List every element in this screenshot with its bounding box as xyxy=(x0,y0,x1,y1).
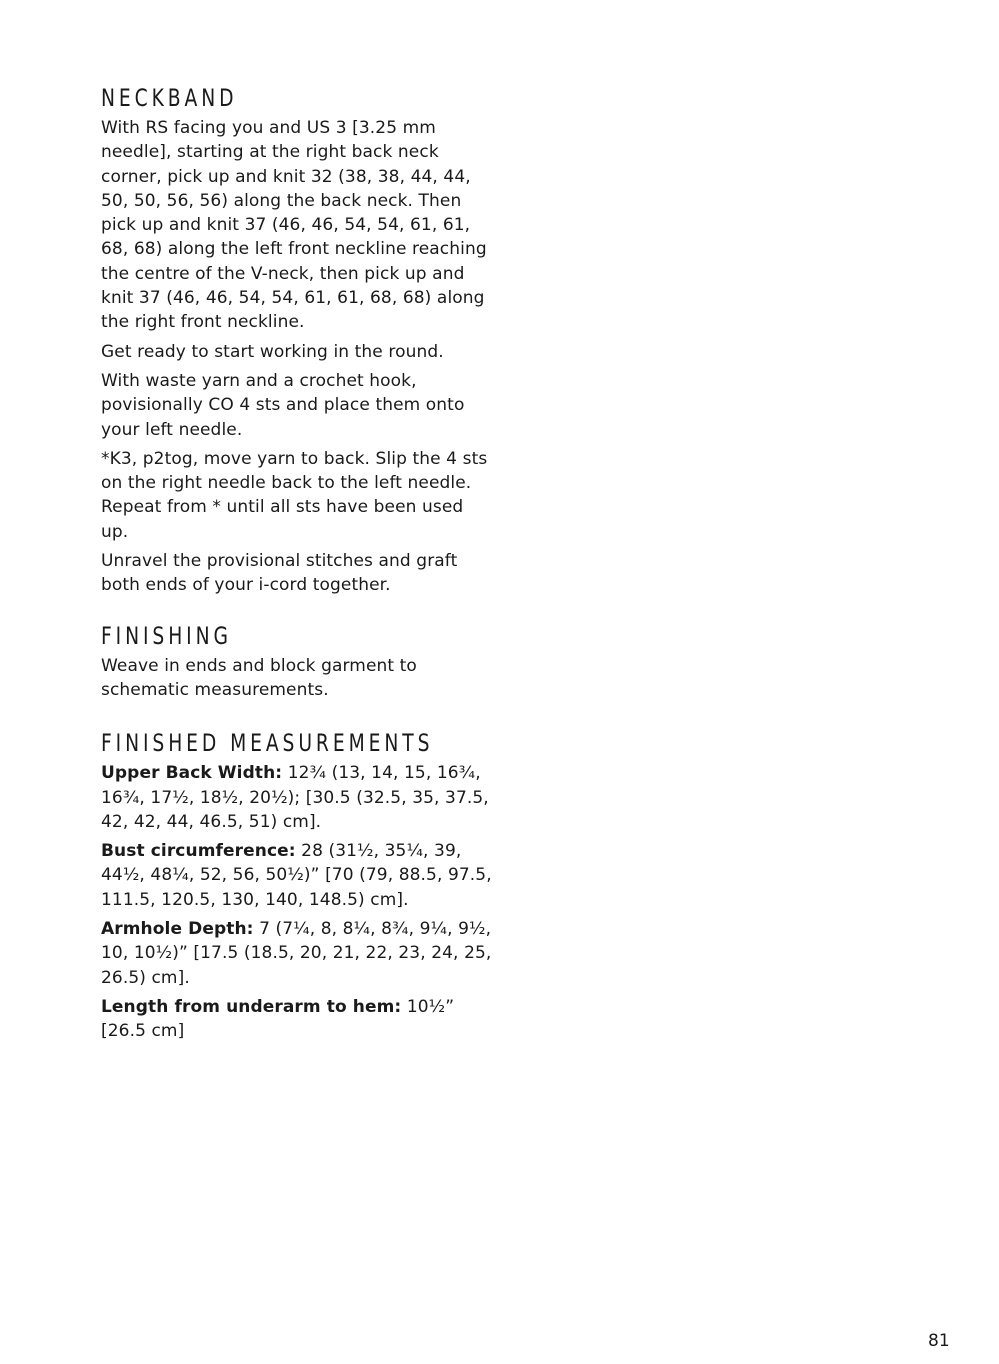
measurement-item xyxy=(101,761,496,834)
paragraph: Unravel the provisional stitches and graft both ends of your i-cord together. xyxy=(101,551,458,596)
measurement-item xyxy=(101,995,496,1044)
paragraph: With waste yarn and a crochet hook, povisionally CO 4 sts and place them onto your left needle. xyxy=(101,370,465,440)
section-finishing xyxy=(101,622,496,703)
content-column xyxy=(101,84,496,1049)
measurement-label: Armhole Depth: xyxy=(101,919,254,940)
measurement-value: 7 (7¼, 8, 8¼, 8¾, 9¼, 9½, 10, 10½)” [17.5 (18.5, 20, 21, 22, 23, 24, 25, 26.5) cm]. xyxy=(101,919,492,988)
section-heading-finished-measurements: FINISHED MEASUREMENTS xyxy=(101,729,434,758)
paragraph: *K3, p2tog, move yarn to back. Slip the 4 sts on the right needle back to the left needle. Repeat from * until all sts have been used up. xyxy=(101,448,488,542)
section-finished-measurements xyxy=(101,729,496,1043)
measurement-label: Length from underarm to hem: xyxy=(101,996,402,1017)
paragraph: Weave in ends and block garment to schematic measurements. xyxy=(101,655,417,700)
section-neckband xyxy=(101,84,496,598)
measurement-value: 28 (31½, 35¼, 39, 44½, 48¼, 52, 56, 50½)” [70 (79, 88.5, 97.5, 111.5, 120.5, 130, 140, 148.5) cm]. xyxy=(101,841,492,910)
measurement-label: Upper Back Width: xyxy=(101,763,283,784)
paragraph: With RS facing you and US 3 [3.25 mm needle], starting at the right back neck corner, pick up and knit 32 (38, 38, 44, 44, 50, 50, 56, 56) along the back neck. Then pick up and knit 37 (46, 46, 54, 54, 61, 61, 68, 68) along the left front neckline reaching the centre of the V-neck, then pick up and knit 37 (46, 46, 54, 54, 61, 61, 68, 68) along the right front neckline. xyxy=(101,118,487,333)
section-heading-finishing: FINISHING xyxy=(101,621,232,650)
measurement-value: 12¾ (13, 14, 15, 16¾, 16¾, 17½, 18½, 20½); [30.5 (32.5, 35, 37.5, 42, 42, 44, 46.5, 51) cm]. xyxy=(101,763,489,832)
page-number: 81 xyxy=(928,1331,950,1351)
measurement-label: Bust circumference: xyxy=(101,841,296,862)
measurement-item xyxy=(101,917,496,990)
measurement-item xyxy=(101,839,496,912)
measurement-value: 10½” [26.5 cm] xyxy=(101,996,455,1042)
section-heading-neckband: NECKBAND xyxy=(101,84,238,112)
paragraph: Get ready to start working in the round. xyxy=(101,341,444,362)
